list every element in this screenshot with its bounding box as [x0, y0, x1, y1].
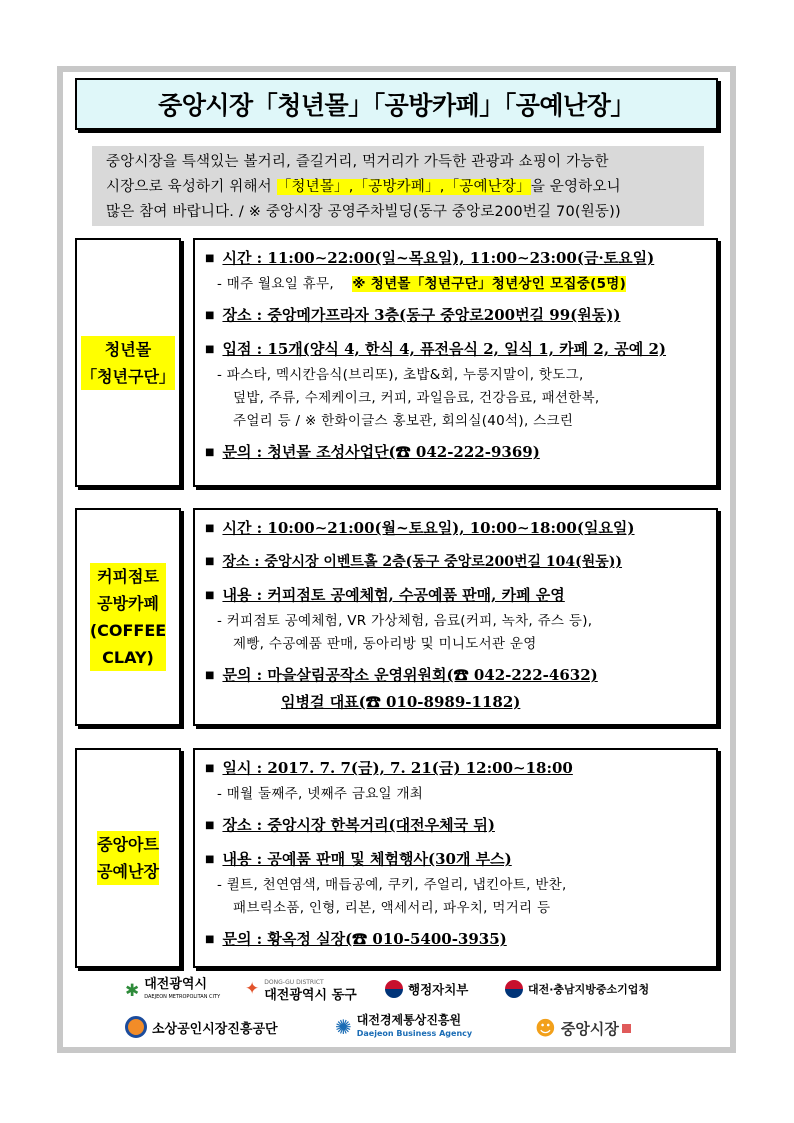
logo-subtext: DAEJEON METROPOLITAN CITY: [144, 994, 221, 1000]
label-line: 공예난장: [97, 862, 159, 881]
seal-icon: [622, 1024, 631, 1033]
place-row: ■ 장소 : 중앙메가프라자 3층(동구 중앙로200번길 99(원동)): [205, 303, 708, 330]
content-sub-line: 주얼리 등 / ※ 한화이글스 홍보관, 회의실(40석), 스크린: [233, 413, 574, 429]
content-sub-line: - 퀼트, 천연염색, 매듭공예, 쿠키, 주얼리, 냅킨아트, 반찬,: [217, 877, 567, 893]
section-box-craft-cafe: [193, 508, 718, 726]
section-box-youth-mall: [193, 238, 718, 487]
content-sub-line: - 파스타, 멕시칸음식(브리또), 초밥&회, 누룽지말이, 핫도그,: [217, 367, 584, 383]
time-sub: - 매월 둘째주, 넷째주 금요일 개최: [217, 786, 424, 802]
contact-row: ■ 문의 : 황옥정 실장(☎ 010-5400-3935): [205, 927, 708, 954]
time-row: ■ 시간 : 11:00∼22:00(일~목요일), 11:00∼23:00(금·토요일): [205, 246, 708, 273]
logo-subtext: DONG-GU DISTRICT: [264, 979, 324, 986]
label-line: 청년몰: [104, 339, 152, 359]
label-line: 「청년구단」: [81, 366, 175, 386]
place-row: ■ 장소 : 중앙시장 한복거리(대전우체국 뒤): [205, 813, 708, 840]
logo-djba: [335, 1014, 472, 1040]
label-line: CLAY): [102, 648, 154, 667]
content-row: ■ 입점 : 15개(양식 4, 한식 4, 퓨전음식 2, 일식 1, 카페 2, 공예 2): [205, 337, 708, 364]
label-line: (COFFEE: [89, 621, 167, 640]
content-sub-line: 덮밥, 주류, 수제케이크, 커피, 과일음료, 건강음료, 패션한복,: [233, 390, 600, 406]
logo-subtext: Daejeon Business Agency: [356, 1029, 473, 1038]
time-sub-text: - 매주 월요일 휴무,: [217, 276, 334, 292]
logo-text: 중앙시장: [560, 1019, 619, 1038]
logo-semas: [125, 1016, 278, 1038]
contact-row: ■ 문의 : 마을살림공작소 운영위원회(☎ 042-222-4632): [205, 663, 708, 690]
intro-highlight: 「청년몰」,「공방카페」,「공예난장」: [276, 179, 531, 195]
page-title: 중앙시장「청년몰」「공방카페」「공예난장」: [75, 78, 718, 130]
semas-emblem-icon: [125, 1016, 147, 1038]
time-row: ■ 일시 : 2017. 7. 7(금), 7. 21(금) 12:00∼18:00: [205, 756, 708, 783]
contact-row: ■ 문의 : 청년몰 조성사업단(☎ 042-222-9369): [205, 440, 708, 467]
logo-donggu: [245, 976, 357, 1002]
content-sub-line: 패브릭소품, 인형, 리본, 액세서리, 파우치, 먹거리 등: [233, 900, 551, 916]
section-label-craft-cafe: [75, 508, 181, 726]
time-text: 시간 : 11:00∼22:00(일~목요일), 11:00∼23:00(금·토요일): [222, 249, 655, 267]
logo-text: 행정자치부: [408, 982, 469, 997]
intro-line-2-post: 을 운영하오니: [530, 179, 621, 195]
contact-text: 문의 : 청년몰 조성사업단(☎ 042-222-9369): [222, 443, 540, 461]
content-sub-line: - 커피점토 공예체험, VR 가상체험, 음료(커피, 녹차, 쥬스 등),: [217, 613, 593, 629]
logo-sbc: [505, 980, 649, 998]
donggu-emblem-icon: ✦: [245, 979, 260, 999]
place-text: 장소 : 중앙시장 이벤트홀 2층(동구 중앙로200번길 104(원동)): [222, 554, 623, 570]
label-line: 중앙아트: [97, 835, 159, 854]
intro-box: [92, 146, 704, 226]
logo-text: 대전광역시 동구: [264, 988, 357, 1003]
label-line: 공방카페: [97, 594, 159, 613]
intro-line-2-pre: 시장으로 육성하기 위해서: [106, 179, 277, 195]
place-text: 장소 : 중앙시장 한복거리(대전우체국 뒤): [222, 816, 495, 834]
intro-line-2: [106, 175, 690, 200]
time-text: 일시 : 2017. 7. 7(금), 7. 21(금) 12:00∼18:00: [222, 759, 573, 777]
content-text: 입점 : 15개(양식 4, 한식 4, 퓨전음식 2, 일식 1, 카페 2, 공예 2): [222, 340, 667, 358]
section-box-art-market: [193, 748, 718, 968]
time-text: 시간 : 10:00∼21:00(월~토요일), 10:00∼18:00(일요일): [222, 519, 635, 537]
logo-text: 대전경제통상진흥원: [356, 1013, 462, 1027]
intro-line-1: 중앙시장을 특색있는 볼거리, 즐길거리, 먹거리가 가득한 관광과 쇼핑이 가능한: [106, 154, 609, 170]
logo-text: 소상공인시장진흥공단: [152, 1021, 278, 1037]
contact-row-2: 임병걸 대표(☎ 010-8989-1182): [281, 693, 521, 711]
time-row: ■ 시간 : 10:00∼21:00(월~토요일), 10:00∼18:00(일요일): [205, 516, 708, 543]
logo-daejeon: [125, 978, 220, 1004]
content-row: ■ 내용 : 공예품 판매 및 체험행사(30개 부스): [205, 847, 708, 874]
logo-market: [535, 1016, 631, 1040]
label-line: 커피점토: [97, 567, 159, 586]
time-sub: [205, 273, 708, 296]
logo-text: 대전광역시: [144, 977, 208, 992]
logo-text: 대전·충남지방중소기업청: [528, 983, 650, 996]
place-text: 장소 : 중앙메가프라자 3층(동구 중앙로200번길 99(원동)): [222, 306, 621, 324]
section-label-art-market: [75, 748, 181, 968]
content-sub-line: 제빵, 수공예품 판매, 동아리방 및 미니도서관 운영: [233, 636, 537, 652]
content-row: ■ 내용 : 커피점토 공예체험, 수공예품 판매, 카페 운영: [205, 583, 708, 610]
daejeon-emblem-icon: ✱: [125, 981, 140, 1001]
section-label-youth-mall: [75, 238, 181, 487]
djba-emblem-icon: ✺: [335, 1015, 352, 1039]
logo-mois: [385, 980, 468, 998]
taegeuk-icon: [505, 980, 523, 998]
content-text: 내용 : 공예품 판매 및 체험행사(30개 부스): [222, 850, 512, 868]
sponsor-logos: [80, 970, 720, 1050]
market-emblem-icon: ☻: [535, 1016, 556, 1040]
taegeuk-icon: [385, 980, 403, 998]
content-text: 내용 : 커피점토 공예체험, 수공예품 판매, 카페 운영: [222, 586, 565, 604]
place-row: ■ 장소 : 중앙시장 이벤트홀 2층(동구 중앙로200번길 104(원동)): [205, 550, 708, 576]
contact-text: 문의 : 황옥정 실장(☎ 010-5400-3935): [222, 930, 507, 948]
contact-text: 문의 : 마을살림공작소 운영위원회(☎ 042-222-4632): [222, 666, 598, 684]
intro-line-3: 많은 참여 바랍니다. / ※ 중앙시장 공영주차빌딩(동구 중앙로200번길 70(원동)): [106, 204, 621, 220]
recruit-highlight: ※ 청년몰「청년구단」청년상인 모집중(5명): [352, 276, 627, 292]
